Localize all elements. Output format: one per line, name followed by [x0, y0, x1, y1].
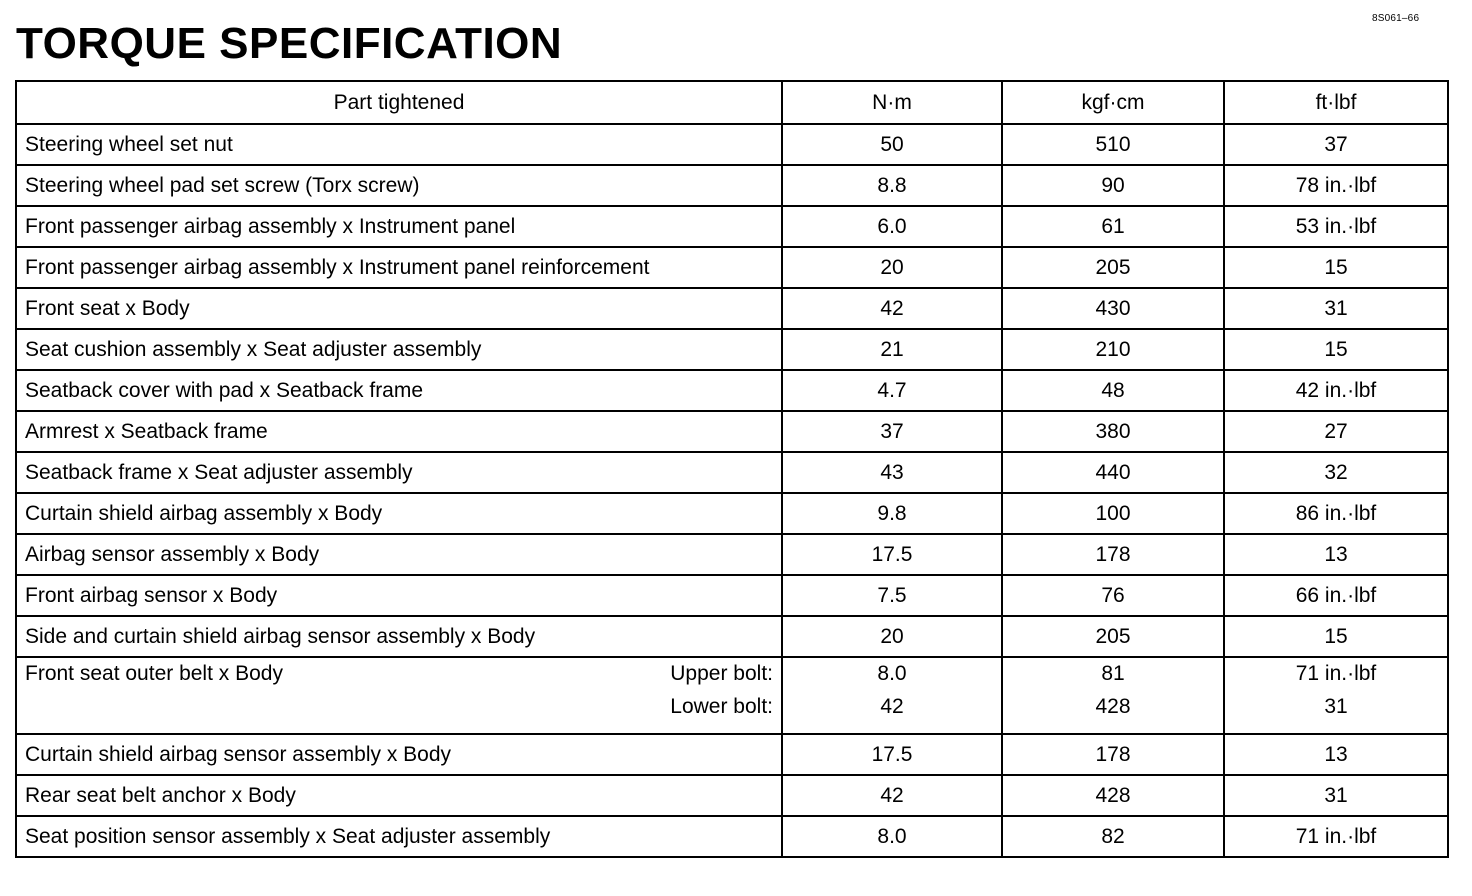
table-row	[16, 288, 1448, 329]
table-cell-ftlbf: 13	[1224, 734, 1448, 775]
table-cell-part: Front passenger airbag assembly x Instrument panel reinforcement	[16, 247, 782, 288]
table-cell-part	[16, 657, 782, 734]
table-row	[16, 816, 1448, 857]
table-cell-ftlbf: 78 in.·lbf	[1224, 165, 1448, 206]
table-cell-nm: 42	[782, 775, 1002, 816]
table-cell-kgfcm: 178	[1002, 734, 1224, 775]
column-header-ftlbf: ft·lbf	[1224, 81, 1448, 124]
table-row-front-seat-outer-belt	[16, 657, 1448, 734]
table-cell-ftlbf: 86 in.·lbf	[1224, 493, 1448, 534]
table-cell-part: Curtain shield airbag assembly x Body	[16, 493, 782, 534]
table-cell-part: Curtain shield airbag sensor assembly x Body	[16, 734, 782, 775]
table-row	[16, 452, 1448, 493]
table-row	[16, 534, 1448, 575]
table-row	[16, 247, 1448, 288]
table-cell-part: Side and curtain shield airbag sensor assembly x Body	[16, 616, 782, 657]
table-cell-part: Seat position sensor assembly x Seat adjuster assembly	[16, 816, 782, 857]
table-cell-kgfcm: 205	[1002, 247, 1224, 288]
table-header-row	[16, 81, 1448, 124]
table-cell-kgfcm: 440	[1002, 452, 1224, 493]
table-cell-kgfcm: 428	[1002, 775, 1224, 816]
table-row	[16, 411, 1448, 452]
table-row	[16, 493, 1448, 534]
table-cell-kgfcm: 100	[1002, 493, 1224, 534]
part-name: Front seat outer belt x Body	[25, 662, 283, 685]
upper-bolt-nm: 8.0	[877, 662, 907, 685]
table-cell-nm: 20	[782, 616, 1002, 657]
table-body	[16, 124, 1448, 857]
table-cell-nm: 17.5	[782, 534, 1002, 575]
table-cell-kgfcm: 76	[1002, 575, 1224, 616]
upper-bolt-label: Upper bolt:	[670, 662, 773, 685]
torque-specification-table	[15, 80, 1449, 858]
table-cell-ftlbf: 15	[1224, 247, 1448, 288]
table-cell-ftlbf: 71 in.·lbf	[1224, 816, 1448, 857]
table-cell-nm: 42	[782, 288, 1002, 329]
table-cell-kgfcm	[1002, 657, 1224, 734]
table-cell-kgfcm: 430	[1002, 288, 1224, 329]
table-row	[16, 165, 1448, 206]
table-cell-kgfcm: 61	[1002, 206, 1224, 247]
table-row	[16, 206, 1448, 247]
table-row	[16, 775, 1448, 816]
table-cell-part: Front airbag sensor x Body	[16, 575, 782, 616]
table-row	[16, 575, 1448, 616]
table-cell-part: Front seat x Body	[16, 288, 782, 329]
lower-bolt-kgfcm: 428	[1095, 695, 1131, 718]
table-cell-kgfcm: 510	[1002, 124, 1224, 165]
table-cell-nm: 17.5	[782, 734, 1002, 775]
table-cell-kgfcm: 205	[1002, 616, 1224, 657]
lower-bolt-label: Lower bolt:	[670, 695, 773, 718]
column-header-kgfcm: kgf·cm	[1002, 81, 1224, 124]
table-row	[16, 616, 1448, 657]
table-cell-nm: 9.8	[782, 493, 1002, 534]
table-cell-kgfcm: 178	[1002, 534, 1224, 575]
table-cell-ftlbf: 15	[1224, 329, 1448, 370]
table-cell-ftlbf: 31	[1224, 288, 1448, 329]
table-cell-kgfcm: 48	[1002, 370, 1224, 411]
table-cell-ftlbf: 31	[1224, 775, 1448, 816]
table-cell-nm: 7.5	[782, 575, 1002, 616]
table-cell-part: Armrest x Seatback frame	[16, 411, 782, 452]
upper-bolt-kgfcm: 81	[1101, 662, 1125, 685]
table-cell-nm: 20	[782, 247, 1002, 288]
table-cell-nm: 21	[782, 329, 1002, 370]
table-cell-ftlbf: 66 in.·lbf	[1224, 575, 1448, 616]
table-cell-part: Seat cushion assembly x Seat adjuster assembly	[16, 329, 782, 370]
table-cell-nm: 8.0	[782, 816, 1002, 857]
table-cell-part: Seatback frame x Seat adjuster assembly	[16, 452, 782, 493]
table-cell-ftlbf: 32	[1224, 452, 1448, 493]
table-cell-nm: 43	[782, 452, 1002, 493]
table-cell-kgfcm: 210	[1002, 329, 1224, 370]
table-cell-part: Steering wheel set nut	[16, 124, 782, 165]
table-row	[16, 329, 1448, 370]
table-row	[16, 734, 1448, 775]
page-title: TORQUE SPECIFICATION	[16, 19, 563, 68]
table-cell-nm: 4.7	[782, 370, 1002, 411]
table-cell-part: Steering wheel pad set screw (Torx screw)	[16, 165, 782, 206]
upper-bolt-ftlbf: 71 in.·lbf	[1295, 662, 1377, 685]
table-cell-part: Rear seat belt anchor x Body	[16, 775, 782, 816]
table-cell-ftlbf	[1224, 657, 1448, 734]
table-cell-nm: 50	[782, 124, 1002, 165]
table-row	[16, 370, 1448, 411]
column-header-part: Part tightened	[16, 81, 782, 124]
table-cell-nm: 8.8	[782, 165, 1002, 206]
table-cell-kgfcm: 82	[1002, 816, 1224, 857]
table-cell-ftlbf: 37	[1224, 124, 1448, 165]
table-cell-kgfcm: 380	[1002, 411, 1224, 452]
table-cell-ftlbf: 42 in.·lbf	[1224, 370, 1448, 411]
table-cell-part: Seatback cover with pad x Seatback frame	[16, 370, 782, 411]
table-cell-ftlbf: 15	[1224, 616, 1448, 657]
table-cell-part: Front passenger airbag assembly x Instrument panel	[16, 206, 782, 247]
document-code: 8S061–66	[1372, 13, 1420, 24]
table-cell-nm: 6.0	[782, 206, 1002, 247]
table-cell-ftlbf: 53 in.·lbf	[1224, 206, 1448, 247]
table-cell-nm: 37	[782, 411, 1002, 452]
table-cell-nm	[782, 657, 1002, 734]
table-cell-part: Airbag sensor assembly x Body	[16, 534, 782, 575]
lower-bolt-ftlbf: 31	[1324, 695, 1348, 718]
column-header-nm: N·m	[782, 81, 1002, 124]
lower-bolt-nm: 42	[880, 695, 904, 718]
table-cell-ftlbf: 27	[1224, 411, 1448, 452]
table-cell-ftlbf: 13	[1224, 534, 1448, 575]
table-cell-kgfcm: 90	[1002, 165, 1224, 206]
table-row	[16, 124, 1448, 165]
